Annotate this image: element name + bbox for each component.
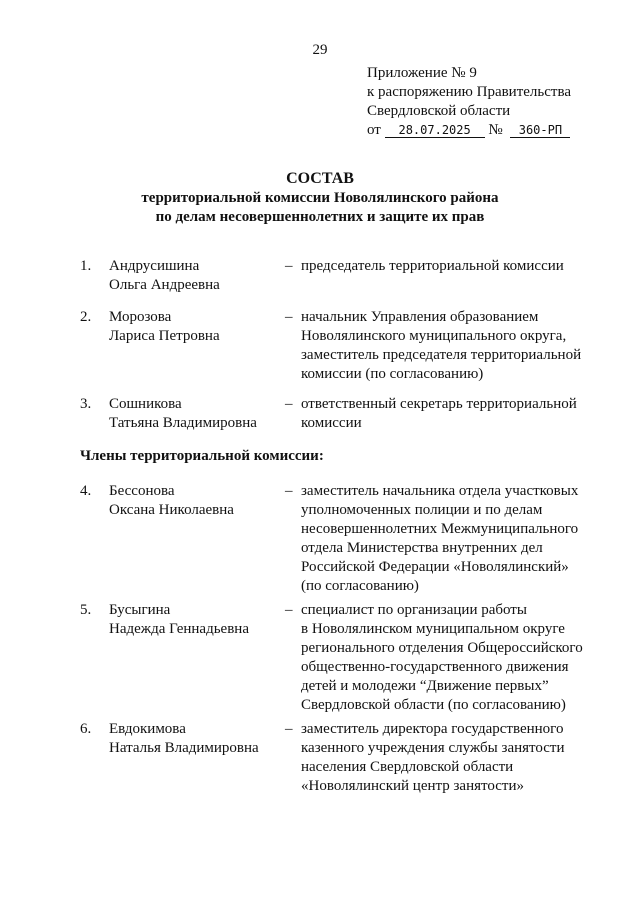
entry-number: 1. [80, 258, 92, 274]
title-line-1: территориальной комиссии Новолялинского района [141, 190, 499, 206]
member-surname: Андрусишина [109, 258, 200, 274]
member-surname: Бессонова [109, 483, 175, 499]
position-line: Новолялинского муниципального округа, [301, 328, 567, 344]
member-position [301, 720, 591, 796]
position-line: Российской Федерации «Новолялинский» [301, 559, 569, 575]
member-position [301, 395, 591, 433]
position-line: казенного учреждения службы занятости [301, 740, 565, 756]
position-line: специалист по организации работы [301, 602, 527, 618]
appendix-line-2: к распоряжению Правительства [367, 84, 572, 100]
entry-dash: – [285, 483, 293, 499]
title-main: СОСТАВ [286, 170, 354, 187]
member-surname: Морозова [109, 309, 172, 325]
from-label: от [367, 122, 381, 138]
member-surname: Бусыгина [109, 602, 171, 618]
member-name [109, 482, 284, 520]
appendix-reference-line [367, 121, 571, 140]
member-position [301, 482, 591, 596]
member-name [109, 308, 284, 346]
member-name [109, 720, 284, 758]
member-position [301, 257, 591, 276]
member-given-names: Надежда Геннадьевна [109, 621, 249, 637]
appendix-block [367, 64, 571, 140]
position-line: регионального отделения Общероссийского [301, 640, 583, 656]
member-surname: Сошникова [109, 396, 182, 412]
entry-number: 2. [80, 309, 92, 325]
members-heading: Члены территориальной комиссии: [80, 448, 324, 464]
entry-dash: – [285, 258, 293, 274]
position-line: в Новолялинском муниципальном округе [301, 621, 565, 637]
member-position [301, 308, 591, 384]
position-line: Свердловской области (по согласованию) [301, 697, 566, 713]
position-line: детей и молодежи “Движение первых” [301, 678, 549, 694]
decree-date: 28.07.2025 [385, 123, 485, 138]
position-line: заместитель директора государственного [301, 721, 564, 737]
title-line-2: по делам несовершеннолетних и защите их прав [155, 209, 485, 225]
entry-dash: – [285, 396, 293, 412]
position-line: начальник Управления образованием [301, 309, 539, 325]
position-line: председатель территориальной комиссии [301, 258, 564, 274]
member-name [109, 601, 284, 639]
position-line: комиссии [301, 415, 362, 431]
member-name [109, 395, 284, 433]
entry-number: 4. [80, 483, 92, 499]
member-position [301, 601, 591, 715]
page-number: 29 [312, 42, 328, 58]
member-given-names: Наталья Владимировна [109, 740, 259, 756]
position-line: несовершеннолетних Межмуниципального [301, 521, 579, 537]
member-given-names: Лариса Петровна [109, 328, 220, 344]
entry-number: 3. [80, 396, 92, 412]
entry-number: 5. [80, 602, 92, 618]
appendix-line-1: Приложение № 9 [367, 65, 477, 81]
position-line: заместитель председателя территориальной [301, 347, 582, 363]
appendix-line-3: Свердловской области [367, 103, 511, 119]
position-line: отдела Министерства внутренних дел [301, 540, 543, 556]
position-line: ответственный секретарь территориальной [301, 396, 577, 412]
entry-dash: – [285, 309, 293, 325]
position-line: заместитель начальника отдела участковых [301, 483, 579, 499]
position-line: населения Свердловской области [301, 759, 514, 775]
position-line: «Новолялинский центр занятости» [301, 778, 524, 794]
position-line: общественно-государственного движения [301, 659, 569, 675]
member-surname: Евдокимова [109, 721, 186, 737]
entry-number: 6. [80, 721, 92, 737]
entry-dash: – [285, 602, 293, 618]
member-given-names: Татьяна Владимировна [109, 415, 257, 431]
document-title [0, 168, 640, 227]
member-name [109, 257, 284, 295]
entry-dash: – [285, 721, 293, 737]
decree-number: 360-РП [510, 123, 570, 138]
position-line: уполномоченных полиции и по делам [301, 502, 543, 518]
number-label: № [488, 122, 503, 138]
position-line: комиссии (по согласованию) [301, 366, 484, 382]
member-given-names: Ольга Андреевна [109, 277, 220, 293]
position-line: (по согласованию) [301, 578, 419, 594]
member-given-names: Оксана Николаевна [109, 502, 234, 518]
